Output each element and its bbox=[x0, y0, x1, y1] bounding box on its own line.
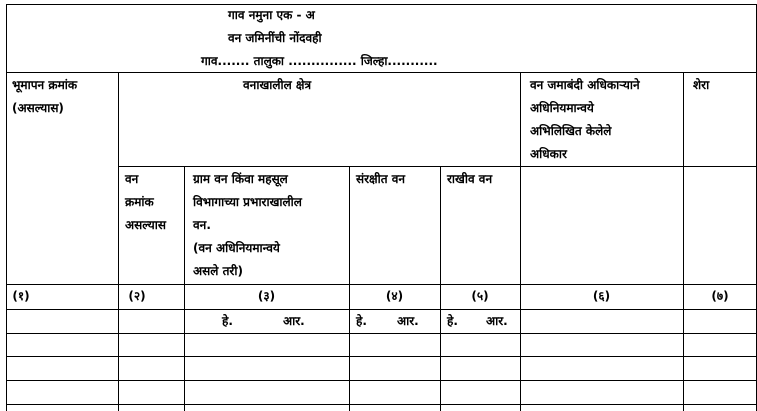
village-taluka-district-line: गाव....... तालुका ............... जिल्हा........... bbox=[201, 54, 438, 68]
col3-header-line4: (वन अधिनियमान्वये bbox=[193, 241, 280, 255]
column-number-1: (१) bbox=[12, 289, 30, 303]
col3-header-line3: वन. bbox=[193, 218, 211, 232]
col3-header-line5: असले तरी) bbox=[193, 264, 243, 278]
column-number-3: (३) bbox=[257, 289, 276, 303]
form-title: गाव नमुना एक - अ bbox=[228, 8, 315, 22]
col2-header-line1: वन bbox=[125, 172, 139, 186]
col6-header-line3: अभिलिखित केलेले bbox=[530, 124, 612, 138]
form-subtitle: वन जमिनींची नोंदवही bbox=[228, 31, 322, 45]
forest-area-header: वनाखालील क्षेत्र bbox=[243, 78, 312, 92]
col5-unit-hectare: हे. bbox=[447, 314, 458, 328]
col3-unit-are: आर. bbox=[283, 314, 305, 328]
col7-header-remarks: शेरा bbox=[693, 78, 710, 92]
column-number-7: (७) bbox=[711, 289, 729, 303]
column-number-5: (५) bbox=[471, 289, 489, 303]
col2-header-line2: क्रमांक bbox=[125, 195, 154, 209]
rule-col-6 bbox=[683, 72, 684, 411]
col6-header-line2: अधिनियमान्वये bbox=[530, 101, 594, 115]
border-left bbox=[6, 4, 7, 411]
col4-unit-hectare: हे. bbox=[356, 314, 367, 328]
col4-header-protected-forest: संरक्षीत वन bbox=[356, 172, 406, 186]
rule-col-5 bbox=[520, 72, 521, 411]
col1-header-line2: (असल्यास) bbox=[12, 101, 64, 115]
col1-header-line1: भूमापन क्रमांक bbox=[12, 78, 78, 92]
col4-unit-are: आर. bbox=[397, 314, 419, 328]
col5-header-reserved-forest: राखीव वन bbox=[447, 172, 493, 186]
col2-header-line3: असल्यास bbox=[125, 218, 166, 232]
col3-header-line1: ग्राम वन किंवा महसूल bbox=[193, 172, 288, 186]
col6-header-line4: अधिकार bbox=[530, 147, 567, 161]
col3-unit-hectare: हे. bbox=[222, 314, 233, 328]
border-top bbox=[6, 4, 757, 5]
col5-unit-are: आर. bbox=[486, 314, 508, 328]
column-number-2: (२) bbox=[128, 289, 146, 303]
col3-header-line2: विभागाच्या प्रभाराखालील bbox=[193, 195, 302, 209]
column-number-4: (४) bbox=[385, 289, 404, 303]
column-number-6: (६) bbox=[592, 289, 611, 303]
rule-col-1 bbox=[118, 72, 119, 411]
col6-header-line1: वन जमाबंदी अधिकाऱ्याने bbox=[530, 78, 640, 92]
rule-subheader-top bbox=[118, 166, 757, 167]
